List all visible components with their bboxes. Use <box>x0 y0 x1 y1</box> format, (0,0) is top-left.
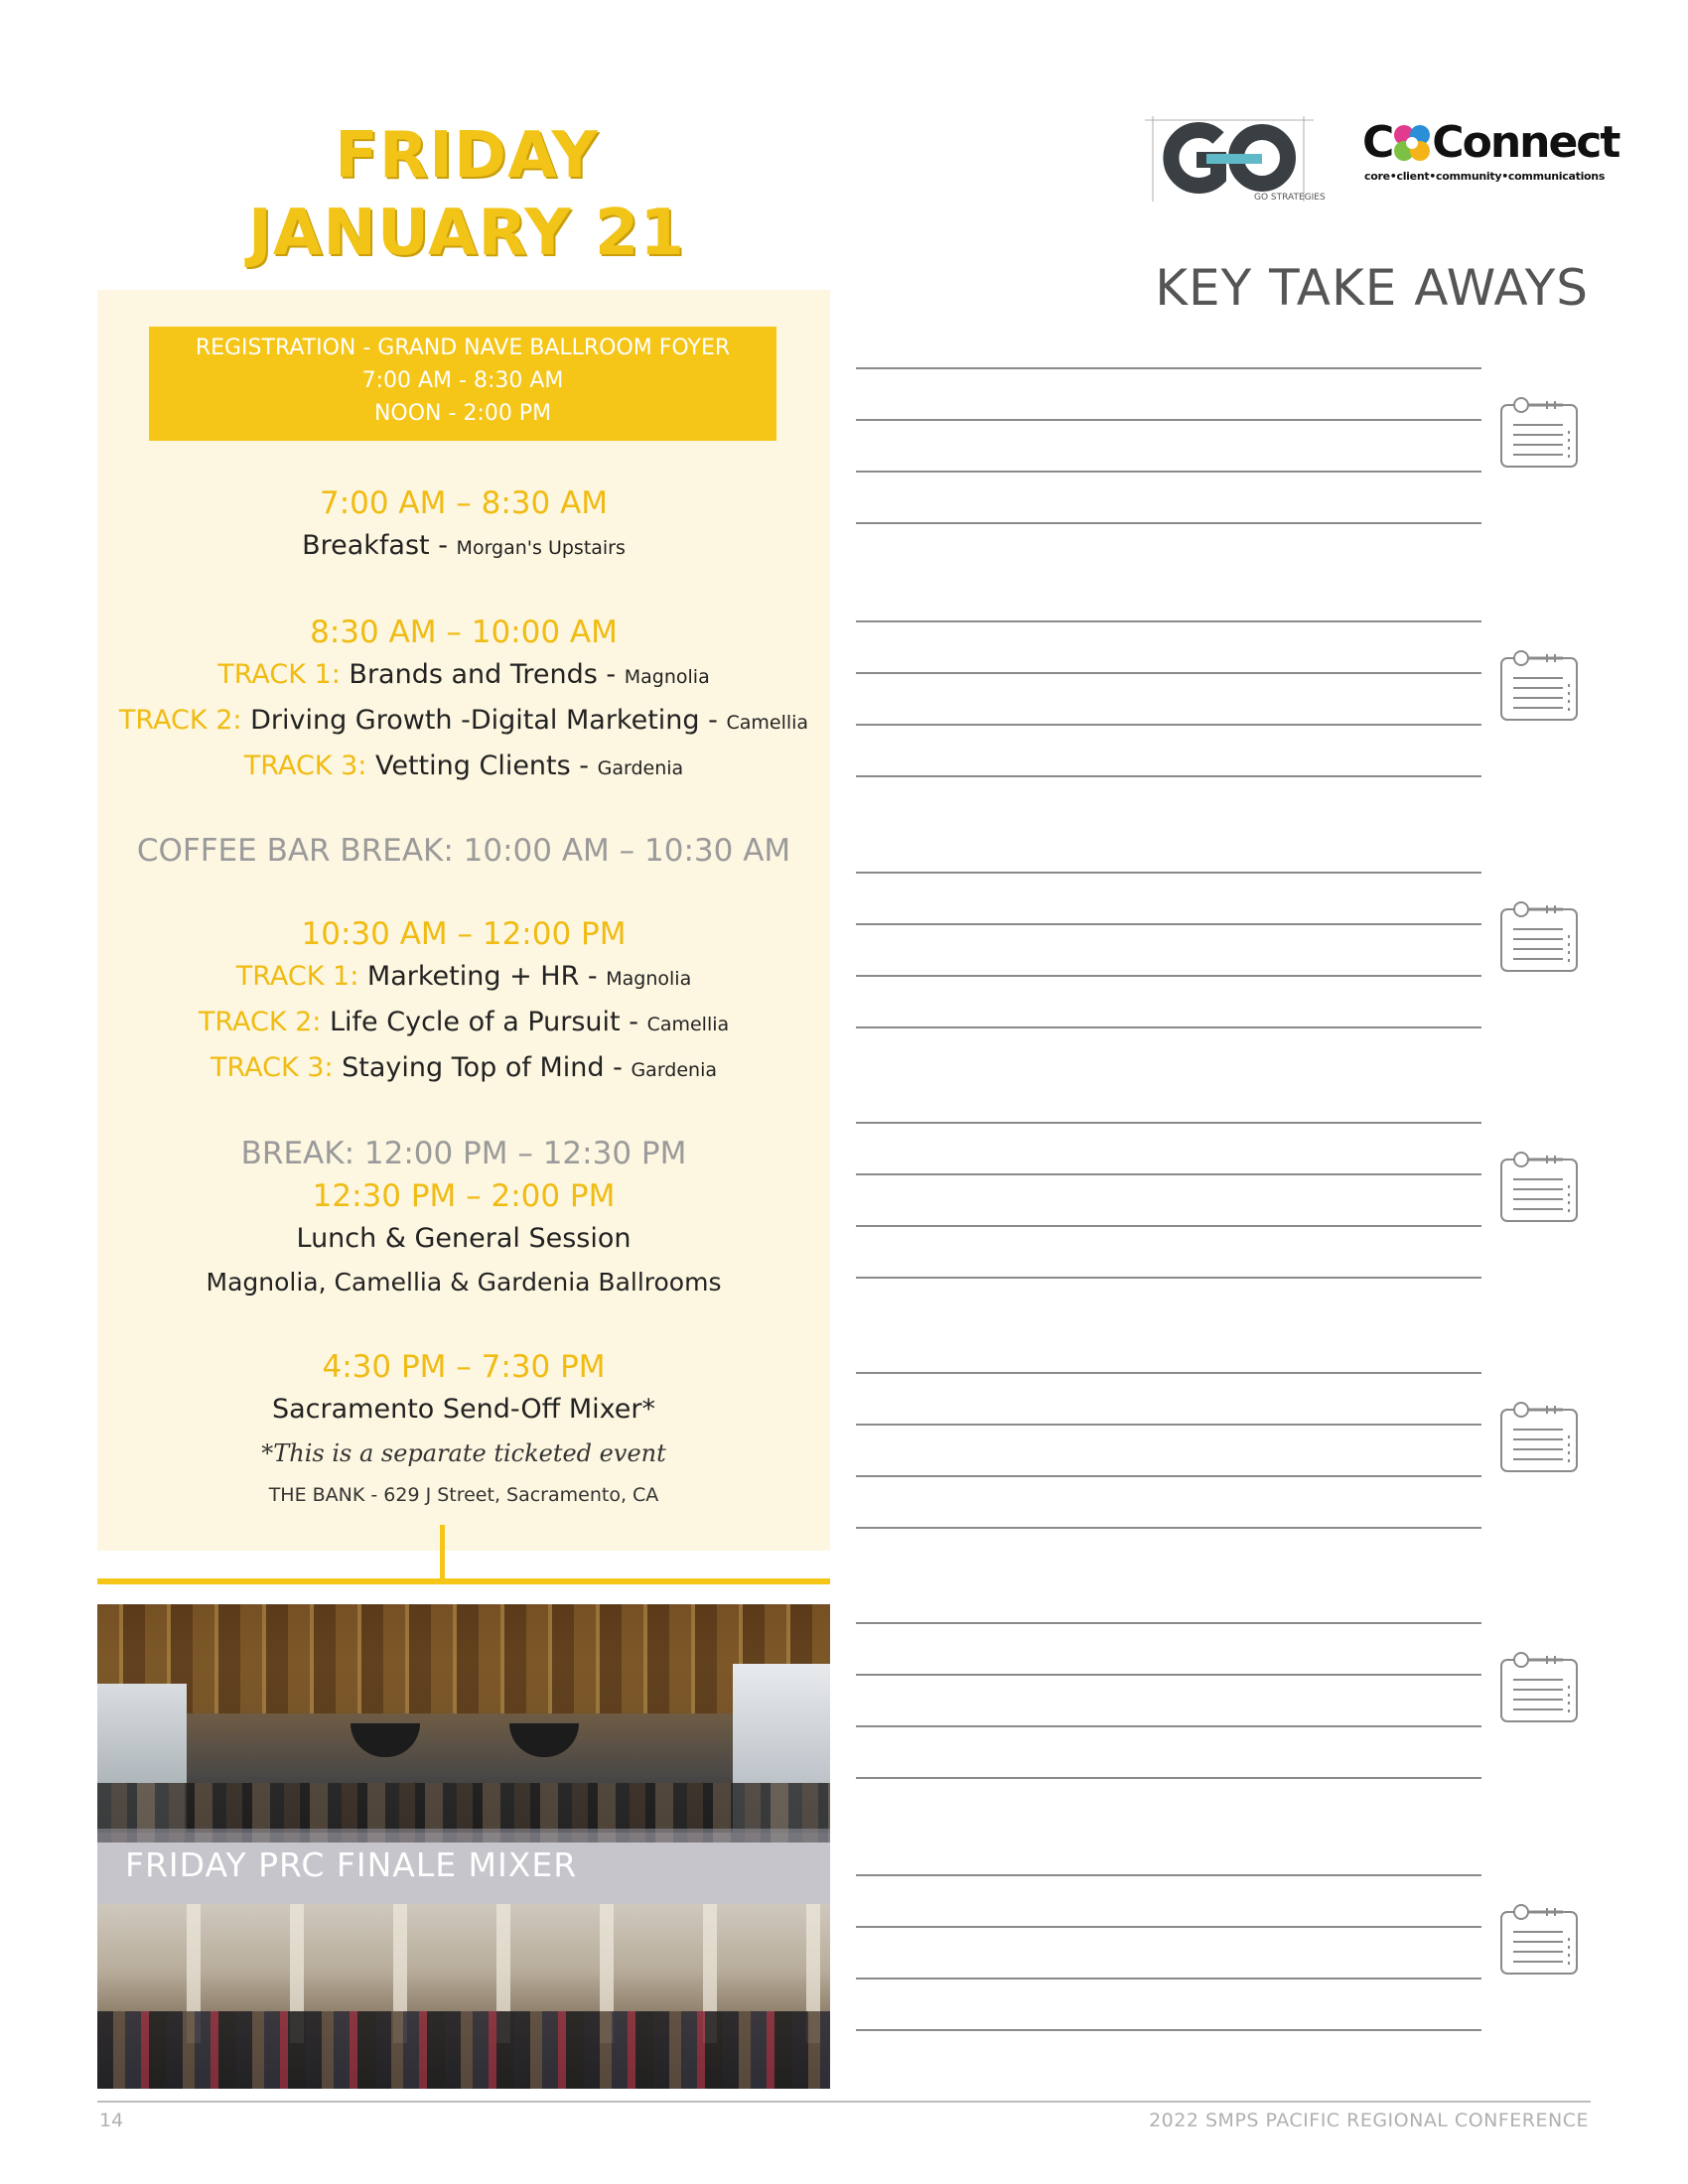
registration-time: NOON - 2:00 PM <box>373 401 552 426</box>
notepad-icon <box>1499 1650 1579 1723</box>
breakfast-room: Morgan's Upstairs <box>456 537 626 559</box>
writing-line[interactable] <box>856 1926 1481 1928</box>
session-1-track-1: TRACK 1: Brands and Trends - Magnolia <box>217 659 710 690</box>
footer-conference: 2022 SMPS PACIFIC REGIONAL CONFERENCE <box>1149 2110 1589 2131</box>
mixer-photo <box>97 1604 830 2089</box>
breakfast-line: Breakfast - Morgan's Upstairs <box>302 530 626 561</box>
coffee-break: COFFEE BAR BREAK: 10:00 AM – 10:30 AM <box>136 833 791 869</box>
writing-line[interactable] <box>856 1225 1481 1227</box>
breakfast-time: 7:00 AM – 8:30 AM <box>319 485 609 521</box>
writing-line[interactable] <box>856 1372 1481 1374</box>
session-2-block <box>97 913 830 1092</box>
notepad-icon <box>1499 648 1579 722</box>
session-2-time: 10:30 AM – 12:00 PM <box>301 916 627 952</box>
writing-line[interactable] <box>856 522 1481 524</box>
go-strategies-logo <box>1145 116 1326 205</box>
writing-line[interactable] <box>856 872 1481 874</box>
day-date: JANUARY 21 <box>248 197 685 270</box>
writing-line[interactable] <box>856 923 1481 925</box>
go-sub: GO STRATEGIES <box>1254 193 1326 203</box>
writing-line[interactable] <box>856 1122 1481 1124</box>
breakfast-title: Breakfast <box>302 530 430 561</box>
session-2-track-2: TRACK 2: Life Cycle of a Pursuit - Camellia <box>198 1007 730 1037</box>
writing-line[interactable] <box>856 1725 1481 1727</box>
writing-line[interactable] <box>856 2029 1481 2031</box>
notepad-icon <box>1499 899 1579 973</box>
notepad-icon <box>1499 395 1579 469</box>
writing-line[interactable] <box>856 1978 1481 1979</box>
writing-line[interactable] <box>856 419 1481 421</box>
coconnect-tagline: core•client•community•communications <box>1364 170 1606 183</box>
day-title <box>99 117 834 272</box>
connector-divider <box>97 1578 830 1584</box>
registration-line: REGISTRATION - GRAND NAVE BALLROOM FOYER <box>195 336 731 360</box>
lunch-time: 12:30 PM – 2:00 PM <box>312 1178 616 1214</box>
session-1-time: 8:30 AM – 10:00 AM <box>310 614 618 650</box>
writing-line[interactable] <box>856 1527 1481 1529</box>
writing-line[interactable] <box>856 975 1481 977</box>
connector-vertical <box>440 1525 445 1582</box>
writing-line[interactable] <box>856 1475 1481 1477</box>
puzzle-icon <box>1392 123 1432 163</box>
writing-line[interactable] <box>856 1026 1481 1028</box>
writing-line[interactable] <box>856 1622 1481 1624</box>
writing-line[interactable] <box>856 1674 1481 1676</box>
writing-line[interactable] <box>856 1173 1481 1175</box>
registration-box <box>149 327 776 441</box>
coconnect-logo: C Connect <box>1362 117 1619 168</box>
writing-line[interactable] <box>856 724 1481 726</box>
photo-caption: FRIDAY PRC FINALE MIXER <box>125 1845 578 1884</box>
writing-line[interactable] <box>856 471 1481 473</box>
session-1-track-3: TRACK 3: Vetting Clients - Gardenia <box>243 751 684 781</box>
session-2-track-3: TRACK 3: Staying Top of Mind - Gardenia <box>210 1052 718 1083</box>
session-1-block <box>97 612 830 790</box>
mixer-title: Sacramento Send-Off Mixer* <box>272 1394 655 1425</box>
key-take-aways-title: KEY TAKE AWAYS <box>1155 259 1589 317</box>
writing-line[interactable] <box>856 367 1481 369</box>
writing-line[interactable] <box>856 1424 1481 1426</box>
mixer-block <box>97 1346 830 1515</box>
break-time: BREAK: 12:00 PM – 12:30 PM <box>240 1136 687 1171</box>
writing-line[interactable] <box>856 775 1481 777</box>
writing-line[interactable] <box>856 672 1481 674</box>
page-number: 14 <box>99 2110 124 2131</box>
session-1-track-2: TRACK 2: Driving Growth -Digital Marketing - Camellia <box>118 705 809 736</box>
writing-line[interactable] <box>856 1277 1481 1279</box>
writing-line[interactable] <box>856 620 1481 622</box>
lunch-rooms: Magnolia, Camellia & Gardenia Ballrooms <box>206 1268 722 1297</box>
session-2-track-1: TRACK 1: Marketing + HR - Magnolia <box>235 961 692 992</box>
notepad-icon <box>1499 1150 1579 1223</box>
notepad-icon <box>1499 1400 1579 1473</box>
notepad-icon <box>1499 1902 1579 1976</box>
lunch-block <box>97 1132 830 1304</box>
mixer-note: *This is a separate ticketed event <box>261 1439 666 1467</box>
day-name: FRIDAY <box>335 119 599 193</box>
lunch-title: Lunch & General Session <box>296 1223 632 1254</box>
writing-line[interactable] <box>856 1777 1481 1779</box>
mixer-venue: THE BANK - 629 J Street, Sacramento, CA <box>268 1484 659 1506</box>
footer-rule <box>97 2101 1591 2103</box>
writing-line[interactable] <box>856 1874 1481 1876</box>
breakfast-block <box>97 482 830 570</box>
registration-time: 7:00 AM - 8:30 AM <box>361 368 564 393</box>
mixer-time: 4:30 PM – 7:30 PM <box>322 1349 606 1385</box>
